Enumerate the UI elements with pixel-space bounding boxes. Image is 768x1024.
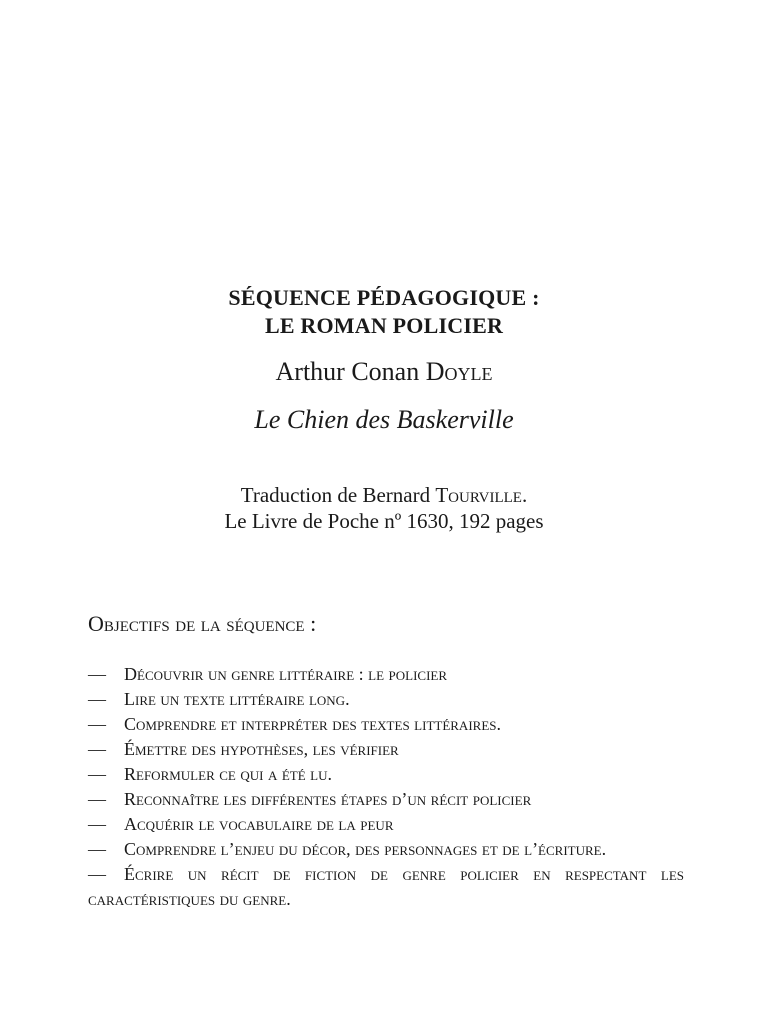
list-item bbox=[88, 712, 684, 737]
list-item bbox=[88, 787, 684, 812]
author-last-name: Doyle bbox=[425, 357, 493, 386]
dash-bullet: — bbox=[88, 814, 106, 834]
list-item bbox=[88, 762, 684, 787]
objective-text: Comprendre et interpréter des textes littéraires. bbox=[124, 714, 501, 734]
objective-text: Acquérir le vocabulaire de la peur bbox=[124, 814, 394, 834]
list-item bbox=[88, 837, 684, 862]
list-item bbox=[88, 687, 684, 712]
translation-prefix: Traduction de Bernard bbox=[240, 483, 436, 507]
translator-last-name: Tourville bbox=[435, 483, 522, 507]
dash-bullet: — bbox=[88, 739, 106, 759]
dash-bullet: — bbox=[88, 664, 106, 684]
sequence-title bbox=[0, 284, 768, 340]
objectives-list bbox=[88, 662, 684, 912]
list-item bbox=[88, 662, 684, 687]
objective-text: Comprendre l’enjeu du décor, des personnages et de l’écriture. bbox=[124, 839, 607, 859]
objective-text: Reformuler ce qui a été lu. bbox=[124, 764, 332, 784]
author-name bbox=[0, 356, 768, 388]
objective-text: Découvrir un genre littéraire : le policier bbox=[124, 664, 448, 684]
dash-bullet: — bbox=[88, 839, 106, 859]
translation-line bbox=[0, 482, 768, 508]
list-item bbox=[88, 862, 684, 912]
sequence-title-line-1: SÉQUENCE PÉDAGOGIQUE : bbox=[228, 285, 540, 310]
dash-bullet: — bbox=[88, 864, 106, 884]
translation-suffix: . bbox=[521, 483, 528, 507]
objectives-heading: Objectifs de la séquence : bbox=[88, 611, 317, 636]
objective-text: Lire un texte littéraire long. bbox=[124, 689, 350, 709]
list-item bbox=[88, 737, 684, 762]
objective-text: Émettre des hypothèses, les vérifier bbox=[124, 739, 399, 759]
objective-text: Reconnaître les différentes étapes d’un récit policier bbox=[124, 789, 532, 809]
dash-bullet: — bbox=[88, 714, 106, 734]
edition-line: Le Livre de Poche nº 1630, 192 pages bbox=[224, 509, 544, 533]
dash-bullet: — bbox=[88, 689, 106, 709]
publication-info bbox=[0, 482, 768, 534]
list-item bbox=[88, 812, 684, 837]
dash-bullet: — bbox=[88, 789, 106, 809]
sequence-title-line-2: LE ROMAN POLICIER bbox=[264, 313, 504, 338]
author-first-name: Arthur Conan bbox=[275, 357, 426, 386]
objectives-section bbox=[88, 610, 684, 912]
objective-text: Écrire un récit de fiction de genre policier en respectant les caractéristiques du genre. bbox=[88, 864, 684, 909]
book-title: Le Chien des Baskerville bbox=[254, 405, 514, 434]
dash-bullet: — bbox=[88, 764, 106, 784]
